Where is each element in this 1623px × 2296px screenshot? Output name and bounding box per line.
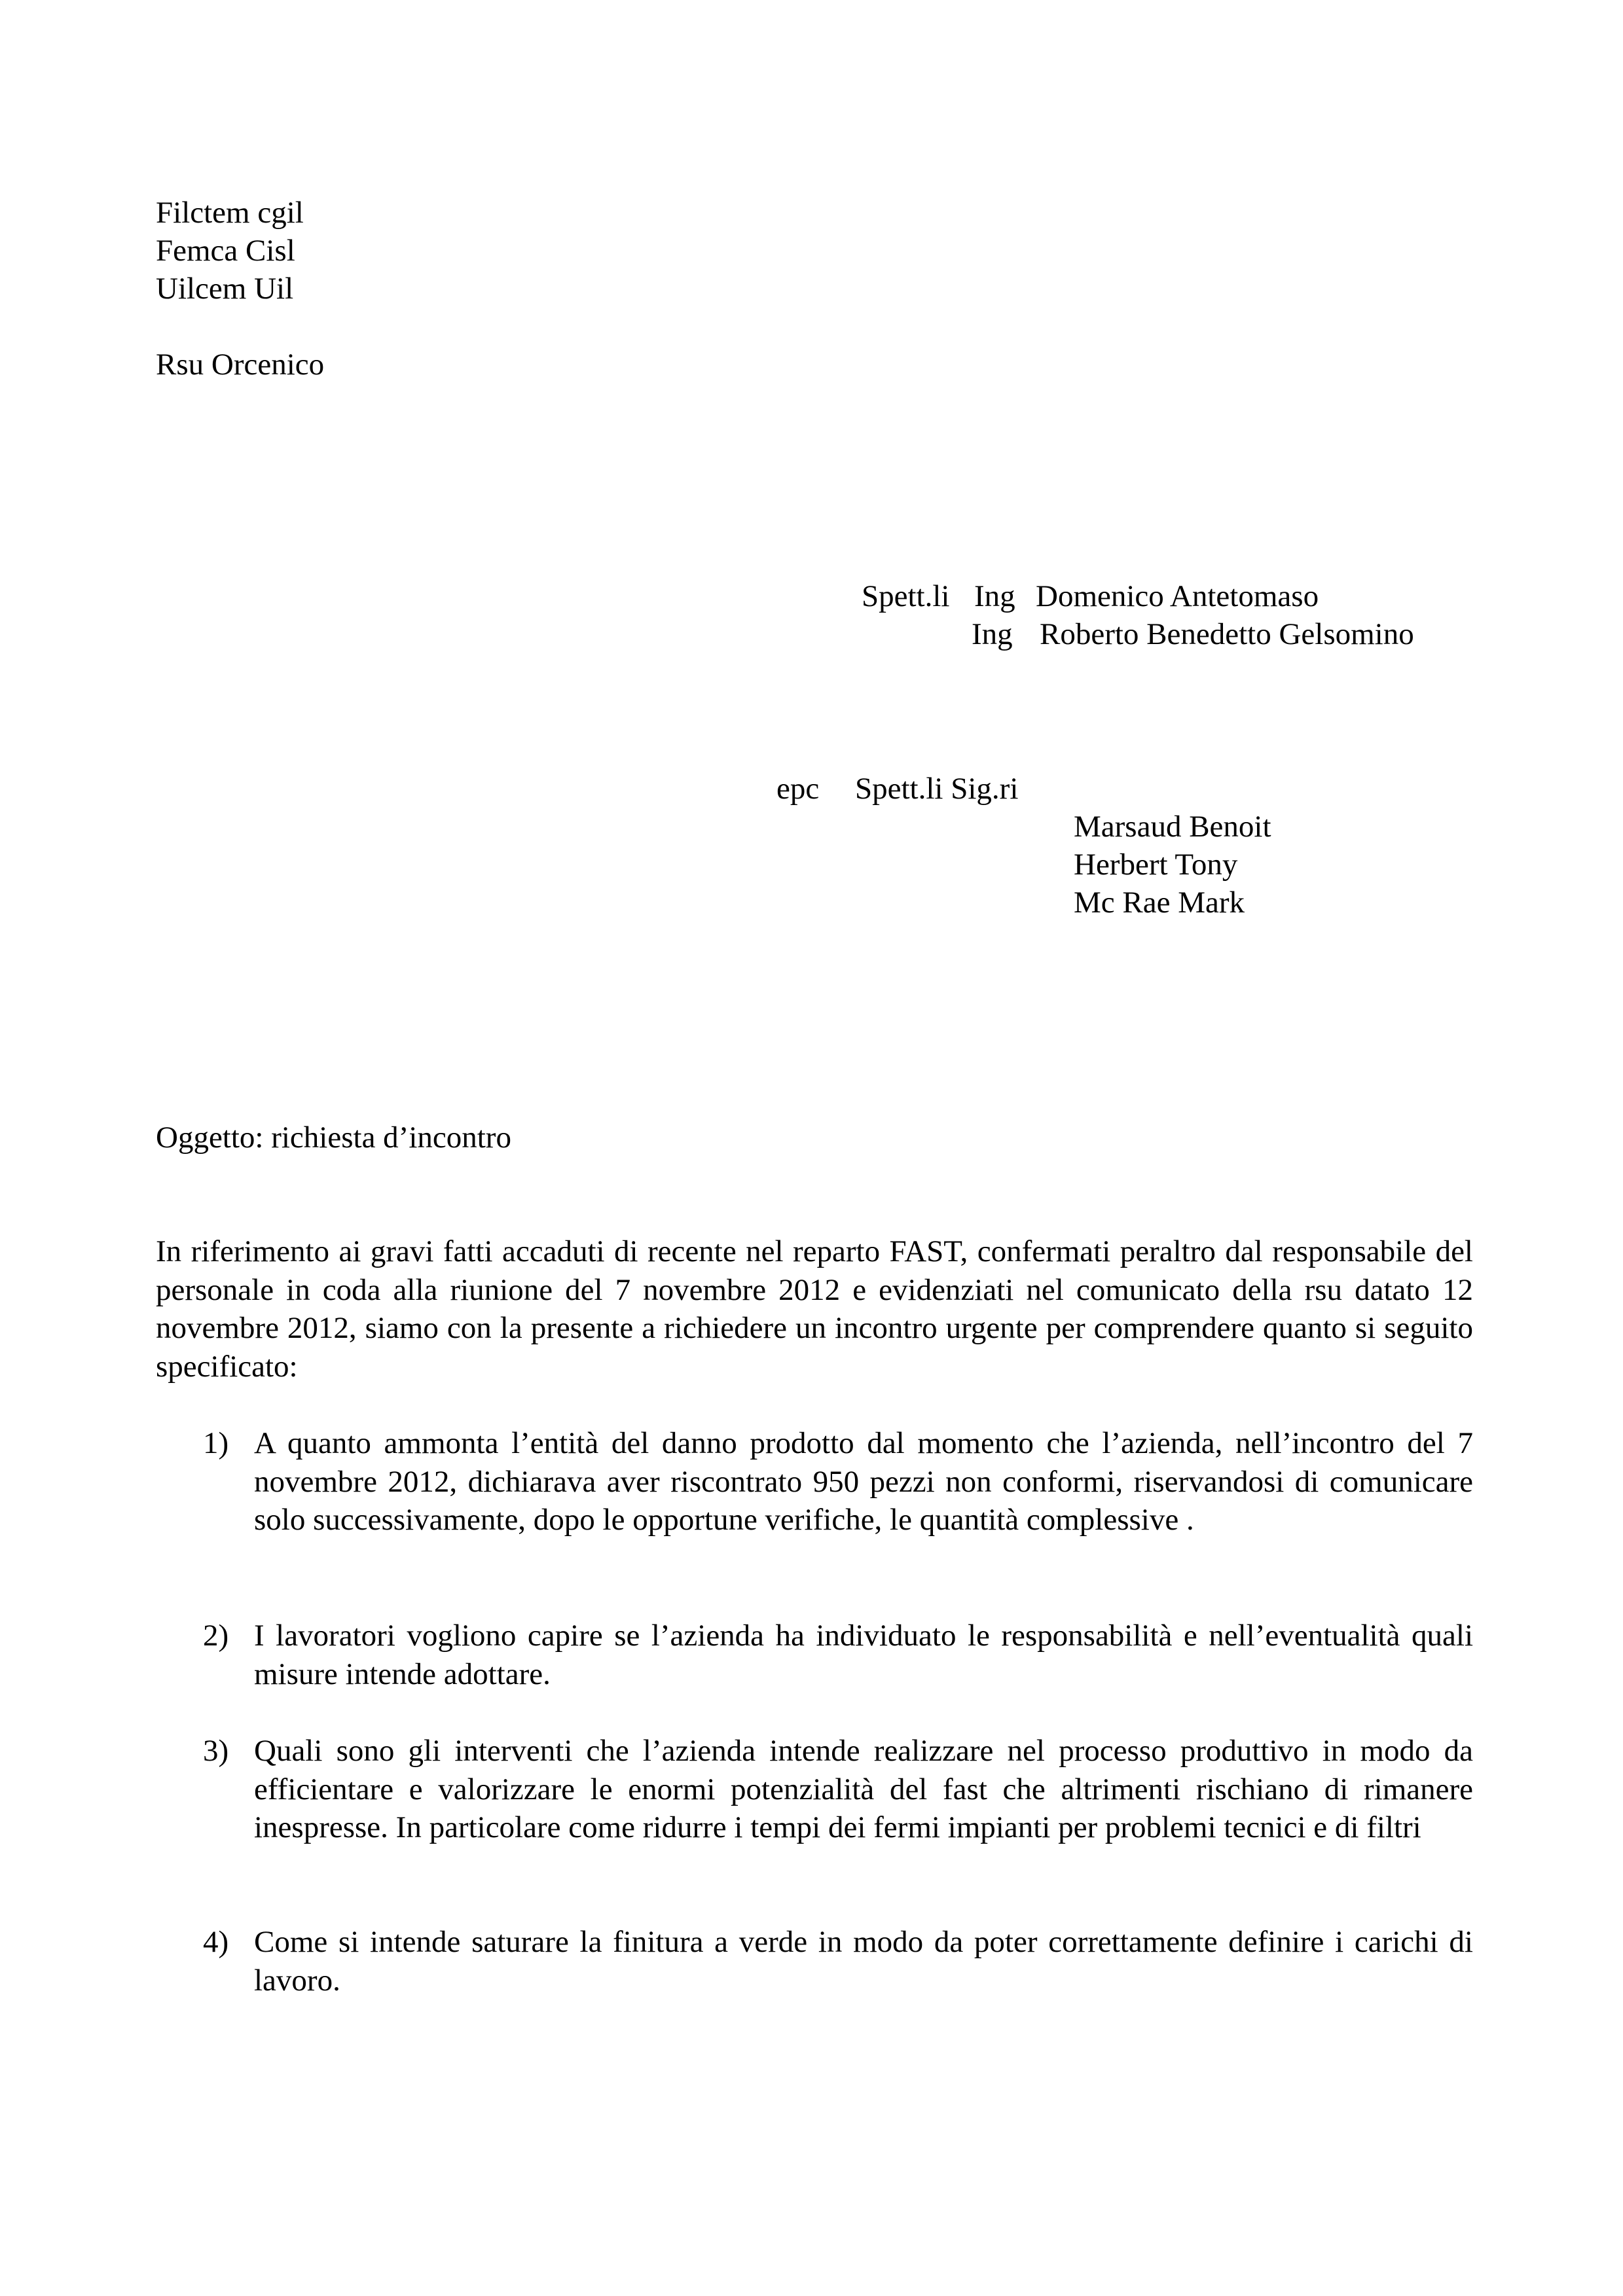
sender-rsu: Rsu Orcenico [156, 348, 325, 382]
list-item-number: 3) [203, 1734, 229, 1768]
recipient-name: Domenico Antetomaso [1036, 579, 1319, 613]
list-item-text: A quanto ammonta l’entità del danno prodotto dal momento che l’azienda, nell’incontro del 7 novembre 2012, dichiarava aver riscontrato 950 pezzi non conformi, riservandosi di comunicare solo successivamente, dopo le opportune verifiche, le quantità complessive . [254, 1426, 1473, 1537]
list-item-number: 4) [203, 1925, 229, 1959]
cc-label: epc [776, 772, 820, 806]
list-item-number: 2) [203, 1619, 229, 1653]
cc-name: Herbert Tony [1074, 848, 1238, 882]
sender-union: Uilcem Uil [156, 272, 294, 306]
recipient-name: Roberto Benedetto Gelsomino [1040, 617, 1414, 651]
list-item-text: I lavoratori vogliono capire se l’azienda ha individuato le responsabilità e nell’eventualità quali misure intende adottare. [254, 1619, 1473, 1691]
list-item-text: Quali sono gli interventi che l’azienda intende realizzare nel processo produttivo in modo da efficientare e valorizzare le enormi potenzialità del fast che altrimenti rischiano di rimanere inespresse. In particolare come ridurre i tempi dei fermi impianti per problemi tecnici e di filtri [254, 1734, 1473, 1844]
recipient-title: Ing [974, 579, 1015, 613]
sender-union: Femca Cisl [156, 234, 295, 268]
sender-union: Filctem cgil [156, 196, 304, 230]
list-item-text: Come si intende saturare la finitura a verde in modo da poter correttamente definire i carichi di lavoro. [254, 1925, 1473, 1998]
intro-paragraph: In riferimento ai gravi fatti accaduti di recente nel reparto FAST, confermati peraltro dal responsabile del personale in coda alla riunione del 7 novembre 2012 e evidenziati nel comunicato della rsu datato 12 novembre 2012, siamo con la presente a richiedere un incontro urgente per comprendere quanto si seguito specificato: [156, 1234, 1473, 1384]
cc-name: Marsaud Benoit [1074, 810, 1271, 844]
recipient-title: Ing [972, 617, 1013, 651]
cc-name: Mc Rae Mark [1074, 886, 1245, 920]
cc-salutation: Spett.li Sig.ri [855, 772, 1019, 806]
subject-line: Oggetto: richiesta d’incontro [156, 1121, 511, 1155]
list-item-number: 1) [203, 1426, 229, 1460]
recipients-salutation: Spett.li [862, 579, 950, 613]
